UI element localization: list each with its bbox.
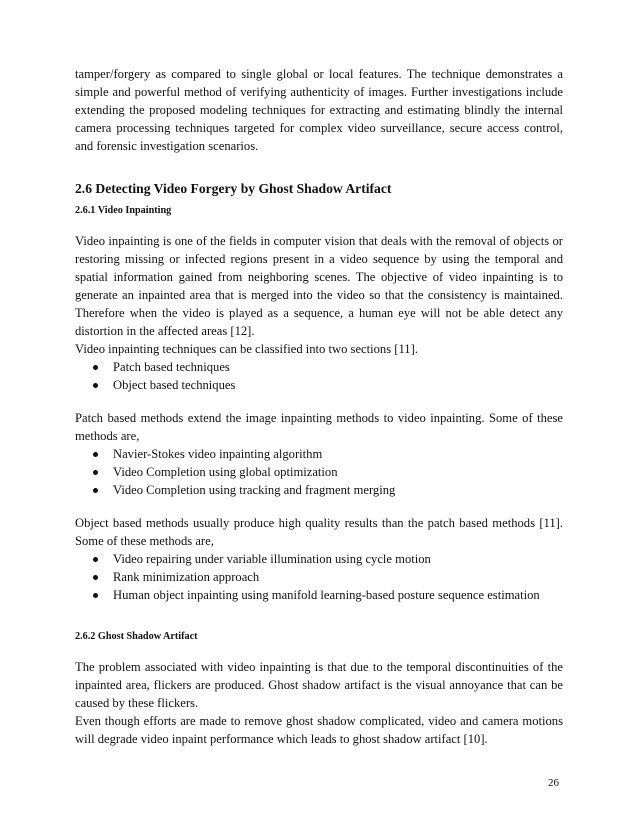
list-item-text: Video Completion using tracking and fragment merging xyxy=(113,483,396,497)
ghost-shadow-paragraph-continued: Even though efforts are made to remove ghost shadow complicated, video and camera motions will degrade video inpaint performance which leads to ghost shadow artifact [10]. xyxy=(75,714,563,746)
bullet-icon xyxy=(93,452,98,457)
list-item xyxy=(75,358,563,376)
bullet-icon xyxy=(93,470,98,475)
bullet-icon xyxy=(93,365,98,370)
list-item xyxy=(75,445,563,463)
bullet-icon xyxy=(93,593,98,598)
classification-line: Video inpainting techniques can be classified into two sections [11]. xyxy=(75,342,418,356)
list-item-text: Patch based techniques xyxy=(113,360,230,374)
section-heading-2-6: 2.6 Detecting Video Forgery by Ghost Shadow Artifact xyxy=(75,181,392,196)
bullet-icon xyxy=(93,557,98,562)
classification-list xyxy=(75,358,563,394)
intro-paragraph: tamper/forgery as compared to single global or local features. The technique demonstrates a simple and powerful method of verifying authenticity of images. Further investigations include extending the proposed modeling techniques for extracting and estimating blindly the internal camera processing techniques targeted for complex video surveillance, secure access control, and forensic investigation scenarios. xyxy=(75,67,563,153)
list-item xyxy=(75,550,563,568)
list-item-text: Video repairing under variable illumination using cycle motion xyxy=(113,552,431,566)
bullet-icon xyxy=(93,383,98,388)
list-item-text: Object based techniques xyxy=(113,378,236,392)
object-based-paragraph: Object based methods usually produce high quality results than the patch based methods [11]. Some of these methods are, xyxy=(75,516,563,548)
page-content xyxy=(75,65,563,748)
list-item xyxy=(75,586,563,604)
subsection-heading-2-6-1: 2.6.1 Video Inpainting xyxy=(75,205,172,216)
subsection-heading-2-6-2: 2.6.2 Ghost Shadow Artifact xyxy=(75,631,198,642)
patch-methods-list xyxy=(75,445,563,499)
object-methods-list xyxy=(75,550,563,604)
list-item xyxy=(75,568,563,586)
list-item xyxy=(75,376,563,394)
list-item-text: Video Completion using global optimization xyxy=(113,465,338,479)
list-item xyxy=(75,481,563,499)
list-item xyxy=(75,463,563,481)
list-item-text: Rank minimization approach xyxy=(113,570,260,584)
list-item-text: Human object inpainting using manifold learning-based posture sequence estimation xyxy=(113,588,540,602)
page-number: 26 xyxy=(548,777,559,789)
ghost-shadow-paragraph: The problem associated with video inpainting is that due to the temporal discontinuities of the inpainted area, flickers are produced. Ghost shadow artifact is the visual annoyance that can be caused by these flickers. xyxy=(75,660,563,710)
list-item-text: Navier-Stokes video inpainting algorithm xyxy=(113,447,323,461)
patch-based-paragraph: Patch based methods extend the image inpainting methods to video inpainting. Some of these methods are, xyxy=(75,411,563,443)
bullet-icon xyxy=(93,488,98,493)
video-inpainting-paragraph: Video inpainting is one of the fields in computer vision that deals with the removal of objects or restoring missing or infected regions present in a video sequence by using the temporal and spatial information gained from neighboring scenes. The objective of video inpainting is to generate an inpainted area that is merged into the video so that the consistency is maintained. Therefore when the video is played as a sequence, a human eye will not be able detect any distortion in the affected areas [12]. xyxy=(75,234,563,338)
bullet-icon xyxy=(93,575,98,580)
